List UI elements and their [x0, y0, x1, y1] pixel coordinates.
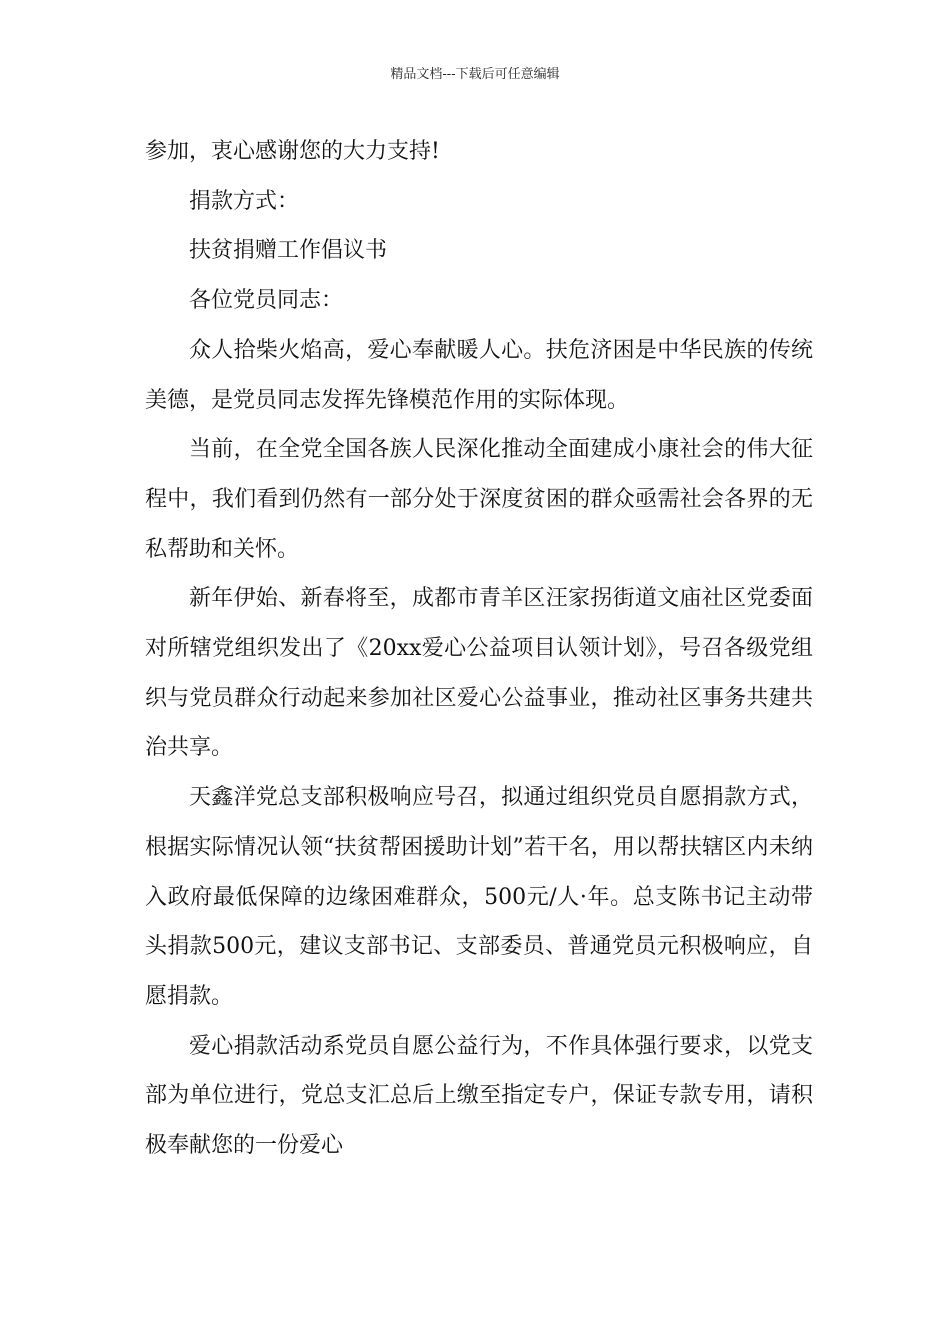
paragraph-response: 天鑫洋党总支部积极响应号召，拟通过组织党员自愿捐款方式，根据实际情况认领“扶贫帮困援助计划”若干名，用以帮扶辖区内未纳入政府最低保障的边缘困难群众，500元/人·年。总支陈书记主动带头捐款500元，建议支部书记、支部委员、普通党员元积极响应，自愿捐款。: [145, 785, 813, 1009]
paragraph-plan: 新年伊始、新春将至，成都市青羊区汪家拐街道文庙社区党委面对所辖党组织发出了《20xx爱心公益项目认领计划》，号召各级党组织与党员群众行动起来参加社区爱心公益事业，推动社区事务共建共治共享。: [145, 586, 813, 761]
paragraph-closing: 爱心捐款活动系党员自愿公益行为，不作具体强行要求，以党支部为单位进行，党总支汇总后上缴至指定专户，保证专款专用，请积极奉献您的一份爱心: [145, 1033, 813, 1159]
page-header: 精品文档---下载后可任意编辑: [390, 67, 560, 82]
paragraph-donation-method: 捐款方式：: [189, 188, 300, 214]
paragraph-intro: 众人拾柴火焰高，爱心奉献暖人心。扶危济困是中华民族的传统美德，是党员同志发挥先锋模范作用的实际体现。: [145, 337, 813, 413]
paragraph-continuation: 参加，衷心感谢您的大力支持!: [145, 139, 440, 164]
paragraph-context: 当前，在全党全国各族人民深化推动全面建成小康社会的伟大征程中，我们看到仍然有一部分处于深度贫困的群众亟需社会各界的无私帮助和关怀。: [145, 437, 813, 562]
document-body: [145, 127, 813, 1171]
salutation: 各位党员同志：: [189, 288, 344, 314]
document-title: 扶贫捐赠工作倡议书: [189, 238, 388, 264]
